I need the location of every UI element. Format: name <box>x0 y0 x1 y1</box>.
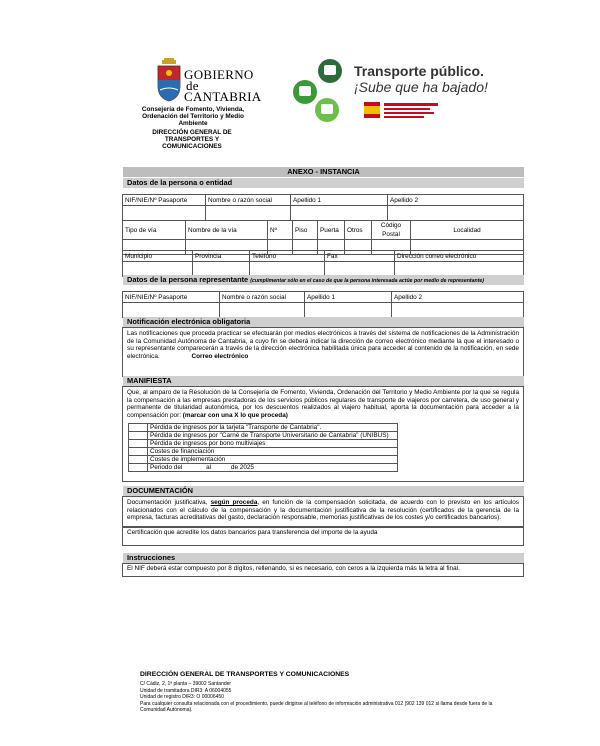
item-bono: Pérdida de ingresos por bono multiviajes <box>148 440 398 448</box>
label-telefono: Teléfono <box>250 251 325 262</box>
gobierno-text: GOBIERNO <box>184 67 254 82</box>
label-email: Dirección correo electrónico <box>395 251 524 262</box>
representante-title: Datos de la persona representante <box>127 275 249 284</box>
checkbox-tarjeta[interactable] <box>129 424 148 432</box>
manifiesta-text: Que, al amparo de la Resolución de la Consejería de Fomento, Vivienda, Ordenación del Territorio y Medio Ambiente por la que se regula la compensación a las empresas prestadoras de los servicios públicos regulares de transporte de viajeros por carretera, de uso general y permanente de titularidad autonómica, por los descuentos realizados al viajero habitual, aporta la documentación para acceder a la compensación por: <box>127 389 519 419</box>
doc-text-post: , en función de la compensación solicitada, de acuerdo con lo previsto en los artículos relacionados con el cálculo de la compensación y la documentación justificativa de la resolución (certificados de la gerencia de la empresa, facturas acreditativas del gasto, declaración responsable, memorias justificativas de los costes y/o certificados bancarios). <box>127 499 519 521</box>
representante-table <box>122 291 524 318</box>
rep-label-nombre: Nombre o razón social <box>220 292 305 303</box>
checkbox-unibus[interactable] <box>129 432 148 440</box>
checkbox-financiacion[interactable] <box>129 448 148 456</box>
footer <box>140 671 500 714</box>
gobierno-espana-logo <box>364 100 440 120</box>
rep-field-apellido1[interactable] <box>305 303 392 318</box>
periodo-anio: de 2025 <box>230 464 254 471</box>
doc-text-underlined: según proceda <box>210 499 258 506</box>
checkbox-periodo[interactable] <box>129 464 148 472</box>
consejeria-name: Consejería de Fomento, Vivienda, Ordenación del Territorio y Medio Ambiente <box>141 106 245 127</box>
periodo-del: Periodo del <box>150 464 183 471</box>
rep-label-apellido2: Apellido 2 <box>392 292 524 303</box>
footer-title: DIRECCIÓN GENERAL DE TRANSPORTES Y COMUNICACIONES <box>140 671 350 678</box>
rep-field-nombre[interactable] <box>220 303 305 318</box>
manifiesta-instruction: (marcar con una X lo que proceda) <box>182 411 288 419</box>
certificacion-box <box>122 526 524 546</box>
correo-electronico-label: Correo electrónico <box>191 352 249 360</box>
persona-section-title: Datos de la persona o entidad <box>123 178 524 188</box>
field-nif[interactable] <box>123 206 206 221</box>
label-tipo-via: Tipo de vía <box>123 221 186 240</box>
label-apellido2: Apellido 2 <box>388 195 524 206</box>
instrucciones-box <box>122 563 524 577</box>
footer-consulta: Para cualquier consulta relacionada con el procedimiento, puede dirigirse al teléfono de información administrativa 012 (902 139 012 si llama desde fuera de la Comunidad Autónoma). <box>140 700 493 713</box>
rep-field-nif[interactable] <box>123 303 220 318</box>
gobierno-cantabria-logo <box>156 58 262 104</box>
representante-note: (cumplimentar sólo en el caso de que la persona interesada actúe por medio de representante) <box>250 278 485 284</box>
transporte-publico-logo <box>290 58 350 126</box>
footer-address: C/ Cádiz, 2, 1ª planta – 39002 Santander <box>140 681 232 687</box>
anexo-title: ANEXO - INSTANCIA <box>123 167 524 177</box>
label-apellido1: Apellido 1 <box>291 195 388 206</box>
documentacion-section-title: DOCUMENTACIÓN <box>123 486 524 496</box>
notificacion-section-title: Notificación electrónica obligatoria <box>123 317 524 327</box>
rep-label-nif: NIF/NIE/Nº Pasaporte <box>123 292 220 303</box>
instrucciones-section-title: Instrucciones <box>123 553 524 563</box>
manifiesta-section-title: MANIFIESTA <box>123 376 524 386</box>
notificacion-text: Las notificaciones que proceda practicar se efectuarán por medios electrónicos a través del sistema de notificaciones de la Administración de la Comunidad Autónoma de Cantabria, a cuyo fin se deberá indicar la dirección de correo electrónico mediante la que el interesado o su representante comparecerán a través de la dirección electrónica habilitada única para acceder al contenido de la notificación, en sede electrónica. <box>127 330 519 360</box>
persona-table-row1 <box>122 194 524 221</box>
representante-section-title <box>123 275 524 285</box>
label-nombre: Nombre o razón social <box>206 195 291 206</box>
periodo-row <box>148 464 398 472</box>
notificacion-box <box>122 327 524 377</box>
label-puerta: Puerta <box>318 221 345 240</box>
label-codigo-postal: Código Postal <box>372 221 411 240</box>
field-apellido2[interactable] <box>388 206 524 221</box>
label-otros: Otros <box>345 221 372 240</box>
checkbox-bono[interactable] <box>129 440 148 448</box>
spain-flag-icon <box>364 100 440 120</box>
persona-table-row3 <box>122 250 524 277</box>
instrucciones-text: El NIF deberá estar compuesto por 8 dígitos, rellenando, si es necesario, con ceros a la izquierda más la letra al final. <box>127 565 460 572</box>
manifiesta-checklist <box>128 423 398 472</box>
de-text: de <box>186 78 199 93</box>
item-tarjeta: Pérdida de ingresos por la tarjeta "Transporte de Cantabria". <box>148 424 398 432</box>
direccion-name: DIRECCIÓN GENERAL DE TRANSPORTES Y COMUNICACIONES <box>152 129 232 150</box>
field-apellido1[interactable] <box>291 206 388 221</box>
cantabria-text: CANTABRIA <box>184 89 262 104</box>
label-fax: Fax <box>325 251 395 262</box>
certificacion-text: Certificación que acredite los datos bancarios para transferencia del importe de la ayuda <box>127 529 378 536</box>
doc-text-pre: Documentación justificativa, <box>127 499 211 506</box>
checkbox-implementacion[interactable] <box>129 456 148 464</box>
rep-label-apellido1: Apellido 1 <box>305 292 392 303</box>
rep-field-apellido2[interactable] <box>392 303 524 318</box>
label-piso: Piso <box>293 221 318 240</box>
label-numero: Nº <box>268 221 293 240</box>
transport-circles-icon <box>290 58 350 126</box>
label-localidad: Localidad <box>411 221 524 240</box>
tp-title: Transporte público. <box>354 63 484 79</box>
documentacion-box <box>122 496 524 528</box>
label-municipio: Municipio <box>123 251 193 262</box>
label-nif: NIF/NIE/Nº Pasaporte <box>123 195 206 206</box>
label-provincia: Provincia <box>193 251 250 262</box>
tp-subtitle: ¡Sube que ha bajado! <box>354 79 488 95</box>
item-financiacion: Costes de financiación <box>148 448 398 456</box>
item-unibus: Pérdida de ingresos por "Carné de Transporte Universitario de Cantabria" (UNIBUS) <box>148 432 398 440</box>
footer-unidad-tramitadora: Unidad de tramitadora DIR3: A 06004055 <box>140 687 232 694</box>
label-nombre-via: Nombre de la vía <box>186 221 268 240</box>
footer-unidad-registro: Unidad de registro DIR3: O 00006450 <box>140 694 224 700</box>
periodo-al: al <box>206 464 212 471</box>
field-nombre[interactable] <box>206 206 291 221</box>
cantabria-crest-icon <box>156 58 182 102</box>
item-implementacion: Costes de implementación <box>148 456 398 464</box>
